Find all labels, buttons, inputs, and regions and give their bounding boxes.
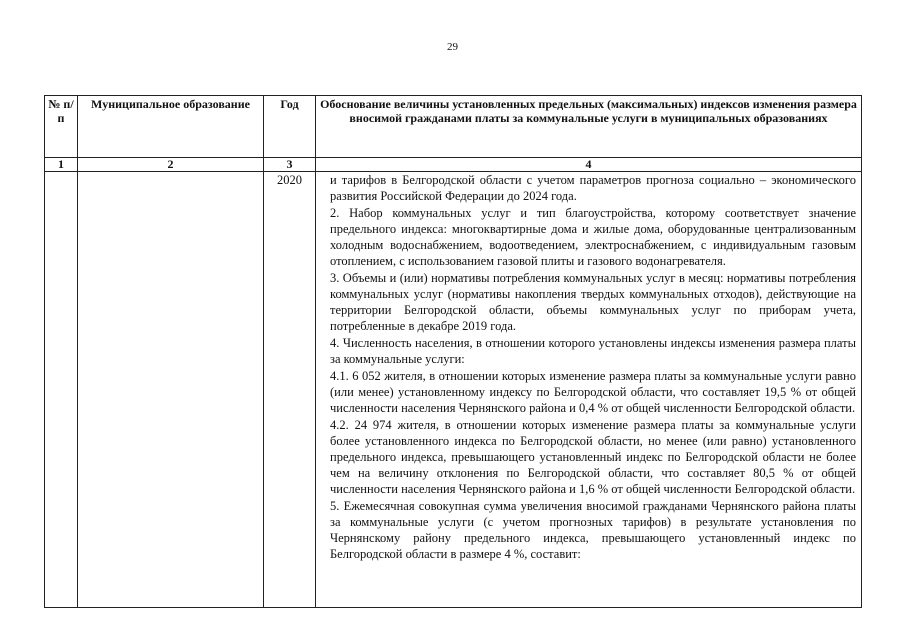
paragraph: 4.2. 24 974 жителя, в отношении которых изменение размера платы за коммунальные услуги более установленного индекса по Белгородской области, но менее (или равно) установленного предельного индекса, превышающего установленный индекс по Белгородской области не более чем на величину отклонения по Белгородской области, что составляет 80,5 % от общей численности населения Чернянского района и 1,6 % от общей численности Белгородской области. <box>330 418 856 496</box>
justification-cell <box>316 172 862 608</box>
column-number-row <box>45 158 862 172</box>
row-number-cell <box>45 172 78 608</box>
column-number: 3 <box>264 158 316 172</box>
paragraph: 5. Ежемесячная совокупная сумма увеличения вносимой гражданами Чернянского района платы за коммунальные услуги (с учетом прогнозных тарифов) в результате установления по Чернянскому району предельного индекса, превышающего установленный индекс по Белгородской области в размере 4 %, составит: <box>330 499 856 561</box>
header-number: № п/п <box>45 96 78 158</box>
paragraph: 4. Численность населения, в отношении которого установлены индексы изменения размера платы за коммунальные услуги: <box>330 336 856 366</box>
header-row <box>45 96 862 158</box>
year-cell: 2020 <box>264 172 316 608</box>
header-municipality: Муниципальное образование <box>78 96 264 158</box>
paragraph: 4.1. 6 052 жителя, в отношении которых изменение размера платы за коммунальные услуги равно (или менее) установленному индексу по Белгородской области, что составляет 19,5 % от общей численности населения Чернянского района и 0,4 % от общей численности Белгородской области. <box>330 369 856 415</box>
table-row <box>45 172 862 608</box>
column-number: 4 <box>316 158 862 172</box>
paragraph: 2. Набор коммунальных услуг и тип благоустройства, которому соответствует значение предельного индекса: многоквартирные дома и жилые дома, оборудованные централизованным холодным водоснабжением, водоотведением, электроснабжением, с индивидуальным газовым отоплением, с использованием газовой плиты и газового водонагревателя. <box>330 206 856 268</box>
paragraph: и тарифов в Белгородской области с учетом параметров прогноза социально – экономического развития Российской Федерации до 2024 года. <box>330 173 856 203</box>
column-number: 1 <box>45 158 78 172</box>
header-justification: Обоснование величины установленных предельных (максимальных) индексов изменения размера вносимой гражданами платы за коммунальные услуги в муниципальных образованиях <box>316 96 862 158</box>
justification-table <box>44 95 862 608</box>
municipality-cell <box>78 172 264 608</box>
page-number: 29 <box>447 41 458 53</box>
paragraph: 3. Объемы и (или) нормативы потребления коммунальных услуг в месяц: нормативы потребления коммунальных услуг (нормативы накопления твердых коммунальных отходов), действующие на территории Белгородской области, объемы коммунальных услуг по приборам учета, потребленные в декабре 2019 года. <box>330 271 856 333</box>
column-number: 2 <box>78 158 264 172</box>
header-year: Год <box>264 96 316 158</box>
